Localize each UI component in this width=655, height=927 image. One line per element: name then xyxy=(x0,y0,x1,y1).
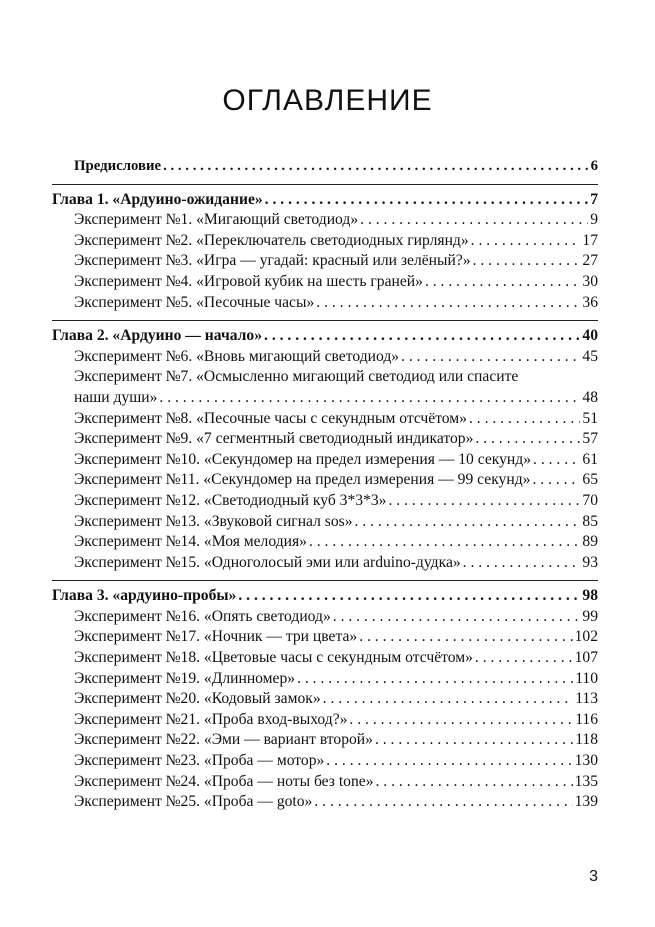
toc-item-page: 51 xyxy=(582,409,598,427)
toc-item-page: 110 xyxy=(575,669,598,687)
toc-chapter-label: Глава 2. «Ардуино — начало» xyxy=(52,327,263,345)
toc-item-label: Эксперимент №5. «Песочные часы» xyxy=(74,293,315,311)
toc-item-page: 135 xyxy=(574,772,598,790)
toc-item-label: Эксперимент №2. «Переключатель светодиодных гирлянд» xyxy=(74,231,469,249)
toc-item-page: 45 xyxy=(582,347,598,365)
toc-dot-leader xyxy=(425,273,580,291)
toc-item[interactable] xyxy=(52,628,598,649)
toc-dot-leader xyxy=(360,211,588,229)
toc-chapter-3[interactable] xyxy=(52,587,598,608)
toc-item-page: 113 xyxy=(575,690,598,708)
toc-item-label: Эксперимент №23. «Проба — мотор» xyxy=(74,752,325,770)
toc-item[interactable] xyxy=(52,430,598,451)
toc-item-page: 17 xyxy=(582,231,598,249)
toc-dot-leader xyxy=(475,430,580,448)
toc-item[interactable] xyxy=(52,232,598,253)
toc-dot-leader xyxy=(265,191,589,209)
toc-chapter-page: 7 xyxy=(590,190,598,208)
toc-item-page: 93 xyxy=(582,553,598,571)
toc-item-page: 36 xyxy=(582,293,598,311)
toc-item[interactable] xyxy=(52,711,598,732)
section-divider xyxy=(52,184,598,185)
toc-item-page: 85 xyxy=(582,512,598,530)
toc-dot-leader xyxy=(463,554,581,572)
toc-item-label: Эксперимент №21. «Проба вход-выход?» xyxy=(74,710,348,728)
toc-item[interactable] xyxy=(52,773,598,794)
toc-item-page: 48 xyxy=(582,388,598,406)
toc-item-label: Эксперимент №13. «Звуковой сигнал sos» xyxy=(74,512,353,530)
toc-item-page: 30 xyxy=(582,272,598,290)
page-number: 3 xyxy=(589,868,598,885)
table-of-contents xyxy=(52,158,598,814)
toc-item-page: 57 xyxy=(582,430,598,448)
toc-item-label: Эксперимент №3. «Игра — угадай: красный или зелёный?» xyxy=(74,252,471,270)
toc-dot-leader xyxy=(376,773,573,791)
toc-entry-label: Предисловие xyxy=(74,158,162,174)
toc-chapter-label: Глава 1. «Ардуино-ожидание» xyxy=(52,190,263,208)
toc-item[interactable] xyxy=(52,793,598,814)
toc-dot-leader xyxy=(473,252,581,270)
toc-dot-leader xyxy=(355,513,581,531)
toc-item[interactable] xyxy=(52,492,598,513)
toc-item-page: 65 xyxy=(582,471,598,489)
toc-item[interactable] xyxy=(52,752,598,773)
toc-item[interactable] xyxy=(52,451,598,472)
toc-dot-leader xyxy=(349,711,573,729)
toc-item[interactable] xyxy=(52,608,598,629)
toc-item-page: 107 xyxy=(574,649,598,667)
toc-dot-leader xyxy=(533,451,580,469)
toc-item[interactable] xyxy=(52,410,598,431)
toc-item[interactable] xyxy=(52,348,598,369)
toc-item[interactable] xyxy=(52,211,598,232)
toc-item-label: Эксперимент №19. «Длинномер» xyxy=(74,669,296,687)
toc-dot-leader xyxy=(375,731,573,749)
toc-dot-leader xyxy=(297,670,573,688)
toc-item-label: Эксперимент №24. «Проба — ноты без tone» xyxy=(74,772,374,790)
toc-item[interactable] xyxy=(52,690,598,711)
toc-dot-leader xyxy=(475,649,573,667)
toc-dot-leader xyxy=(471,232,581,250)
toc-item[interactable] xyxy=(52,731,598,752)
toc-item[interactable] xyxy=(52,533,598,554)
toc-dot-leader xyxy=(333,608,581,626)
toc-item-label: Эксперимент №25. «Проба — goto» xyxy=(74,793,313,811)
toc-item-page: 139 xyxy=(574,793,598,811)
toc-item-label: Эксперимент №16. «Опять светодиод» xyxy=(74,607,331,625)
toc-item-label: Эксперимент №11. «Секундомер на предел измерения — 99 секунд» xyxy=(74,471,531,489)
toc-item[interactable] xyxy=(52,471,598,492)
toc-item-label: Эксперимент №10. «Секундомер на предел измерения — 10 секунд» xyxy=(74,450,532,468)
toc-item-page: 9 xyxy=(590,211,598,229)
toc-entry-preface[interactable] xyxy=(52,158,598,179)
toc-dot-leader xyxy=(238,587,580,605)
toc-item-label-continued: наши души» xyxy=(74,388,158,406)
toc-item-page: 89 xyxy=(582,533,598,551)
toc-dot-leader xyxy=(469,410,580,428)
toc-item-label: Эксперимент №17. «Ночник — три цвета» xyxy=(74,628,358,646)
toc-dot-leader xyxy=(163,158,588,175)
section-divider xyxy=(52,580,598,581)
section-divider xyxy=(52,320,598,321)
toc-item-page: 130 xyxy=(574,752,598,770)
toc-item[interactable] xyxy=(52,252,598,273)
toc-item[interactable] xyxy=(52,273,598,294)
toc-item-label: Эксперимент №6. «Вновь мигающий светодиод» xyxy=(74,347,400,365)
page-title: ОГЛАВЛЕНИЕ xyxy=(222,84,433,117)
toc-chapter-1[interactable] xyxy=(52,191,598,212)
toc-item-label: Эксперимент №15. «Одноголосый эми или arduino-дудка» xyxy=(74,553,461,571)
toc-chapter-page: 40 xyxy=(582,327,598,345)
toc-item-label: Эксперимент №14. «Моя мелодия» xyxy=(74,533,307,551)
toc-item[interactable] xyxy=(52,294,598,315)
toc-dot-leader xyxy=(532,471,580,489)
toc-entry-page: 6 xyxy=(590,158,598,174)
toc-item-label: Эксперимент №20. «Кодовый замок» xyxy=(74,690,321,708)
toc-item-page: 116 xyxy=(575,710,598,728)
toc-item[interactable] xyxy=(52,389,598,410)
toc-item-page: 102 xyxy=(574,628,598,646)
toc-item-label: Эксперимент №18. «Цветовые часы с секундным отсчётом» xyxy=(74,649,473,667)
toc-dot-leader xyxy=(314,793,572,811)
toc-dot-leader xyxy=(309,533,580,551)
toc-chapter-2[interactable] xyxy=(52,327,598,348)
toc-chapter-label: Глава 3. «ардуино-пробы» xyxy=(52,587,237,605)
toc-item-label: Эксперимент №9. «7 сегментный светодиодный индикатор» xyxy=(74,430,474,448)
toc-item[interactable] xyxy=(52,554,598,575)
toc-dot-leader xyxy=(388,492,580,510)
toc-item-wrapped-line[interactable] xyxy=(52,368,598,389)
toc-item-page: 99 xyxy=(582,607,598,625)
toc-item-label: Эксперимент №8. «Песочные часы с секундным отсчётом» xyxy=(74,409,467,427)
toc-item-label: Эксперимент №7. «Осмысленно мигающий светодиод или спасите xyxy=(74,368,519,386)
toc-chapter-page: 98 xyxy=(582,587,598,605)
toc-item[interactable] xyxy=(52,670,598,691)
toc-item[interactable] xyxy=(52,649,598,670)
toc-dot-leader xyxy=(359,628,572,646)
toc-item-page: 27 xyxy=(582,252,598,270)
toc-item[interactable] xyxy=(52,513,598,534)
toc-dot-leader xyxy=(401,348,580,366)
toc-item-label: Эксперимент №1. «Мигающий светодиод» xyxy=(74,211,359,229)
toc-item-label: Эксперимент №4. «Игровой кубик на шесть граней» xyxy=(74,272,423,290)
toc-item-page: 70 xyxy=(582,491,598,509)
toc-item-page: 61 xyxy=(582,450,598,468)
toc-dot-leader xyxy=(316,294,580,312)
toc-item-page: 118 xyxy=(575,731,598,749)
toc-item-label: Эксперимент №22. «Эми — вариант второй» xyxy=(74,731,373,749)
toc-dot-leader xyxy=(264,327,580,345)
toc-dot-leader xyxy=(326,752,572,770)
toc-dot-leader xyxy=(323,690,574,708)
toc-item-label: Эксперимент №12. «Светодиодный куб 3*3*3» xyxy=(74,491,387,509)
toc-dot-leader xyxy=(159,389,580,407)
